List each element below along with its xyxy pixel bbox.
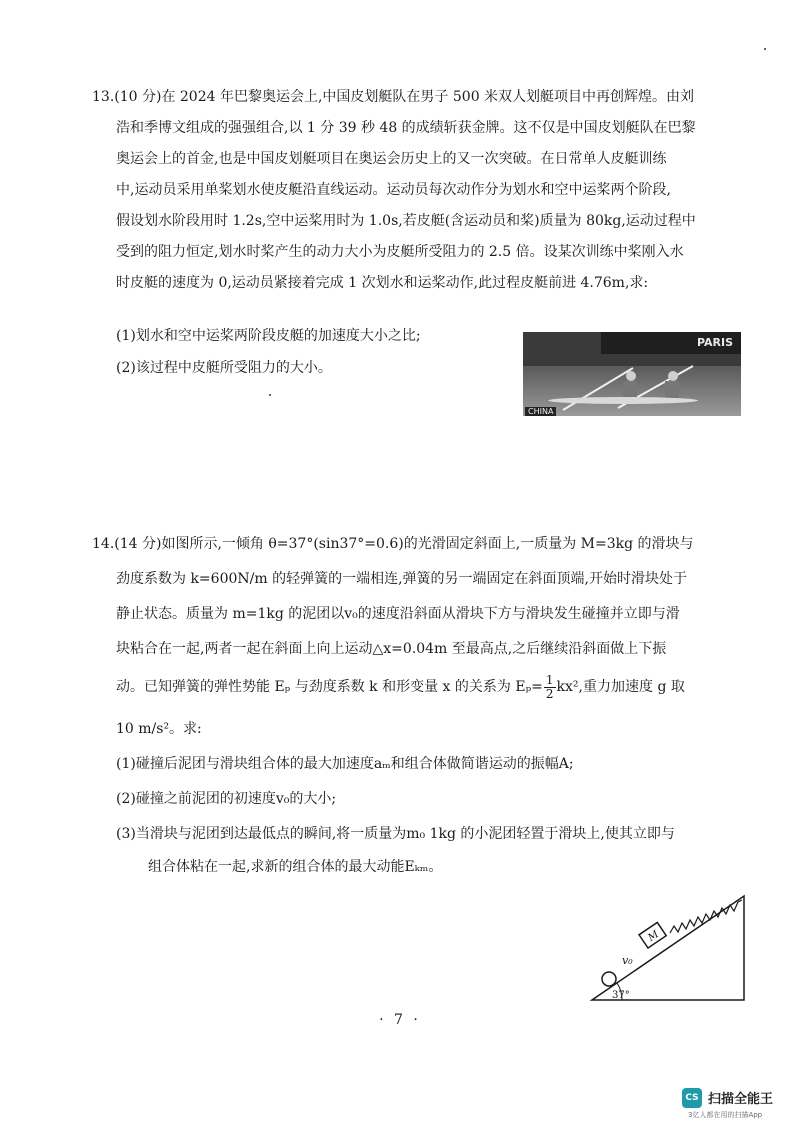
q14-sub-3-continued: 组合体粘在一起,求新的组合体的最大动能Eₖₘ。 bbox=[148, 859, 443, 875]
canoe-photo bbox=[523, 332, 741, 416]
photo-caption: CHINA bbox=[525, 407, 556, 416]
q14-line-5-text-end: kx²,重力加速度 g 取 bbox=[556, 679, 685, 695]
fraction-numerator: 1 bbox=[545, 672, 554, 687]
slider-block-group bbox=[639, 922, 666, 948]
q13-line-3: 奥运会上的首金,也是中国皮划艇项目在奥运会历史上的又一次突破。在日常单人皮艇训练 bbox=[116, 151, 667, 167]
page-number: · 7 · bbox=[379, 1012, 421, 1028]
mud-ball bbox=[602, 972, 616, 986]
q14-sub-3: (3)当滑块与泥团到达最低点的瞬间,将一质量为m₀ 1kg 的小泥团轻置于滑块上,使其立即与 bbox=[116, 826, 675, 842]
q14-line-6: 10 m/s²。求: bbox=[116, 721, 202, 737]
camscanner-watermark bbox=[682, 1086, 786, 1120]
q14-sub-1: (1)碰撞后泥团与滑块组合体的最大加速度aₘ和组合体做简谐运动的振幅A; bbox=[116, 756, 574, 772]
half-fraction bbox=[544, 674, 556, 701]
q13-line-1: 13.(10 分)在 2024 年巴黎奥运会上,中国皮划艇队在男子 500 米双人划艇项目中再创辉煌。由刘 bbox=[92, 89, 695, 105]
fraction-denominator: 2 bbox=[545, 686, 554, 701]
q14-sub-2: (2)碰撞之前泥团的初速度v₀的大小; bbox=[116, 791, 337, 807]
scan-dot bbox=[269, 394, 271, 396]
q13-line-4: 中,运动员采用单桨划水使皮艇沿直线运动。运动员每次动作分为划水和空中运桨两个阶段, bbox=[116, 182, 671, 198]
q13-sub-1: (1)划水和空中运桨两阶段皮艇的加速度大小之比; bbox=[116, 328, 421, 344]
q14-line-3: 静止状态。质量为 m=1kg 的泥团以v₀的速度沿斜面从滑块下方与滑块发生碰撞并立即与滑 bbox=[116, 606, 680, 622]
q14-line-4: 块粘合在一起,两者一起在斜面上向上运动△x=0.04m 至最高点,之后继续沿斜面做上下振 bbox=[116, 641, 667, 657]
q13-sub-2: (2)该过程中皮艇所受阻力的大小。 bbox=[116, 360, 332, 376]
q13-line-2: 浩和季博文组成的强强组合,以 1 分 39 秒 48 的成绩斩获金牌。这不仅是中国皮划艇队在巴黎 bbox=[116, 120, 696, 136]
paddler-1-head bbox=[626, 371, 636, 381]
block-label: M bbox=[646, 928, 661, 944]
app-tagline: 3亿人都在用的扫描App bbox=[688, 1111, 763, 1119]
q14-line-5-text: 动。已知弹簧的弹性势能 Eₚ 与劲度系数 k 和形变量 x 的关系为 Eₚ= bbox=[116, 679, 543, 695]
cs-logo-icon: CS bbox=[682, 1088, 702, 1108]
scan-dot bbox=[764, 48, 766, 50]
canoe-hull bbox=[548, 397, 698, 404]
paddler-2-body bbox=[665, 381, 679, 399]
q13-line-6: 受到的阻力恒定,划水时桨产生的动力大小为皮艇所受阻力的 2.5 倍。设某次训练中桨刚入水 bbox=[116, 244, 684, 260]
q14-line-2: 劲度系数为 k=600N/m 的轻弹簧的一端相连,弹簧的另一端固定在斜面顶端,开始时滑块处于 bbox=[116, 571, 687, 587]
q14-line-1: 14.(14 分)如图所示,一倾角 θ=37°(sin37°=0.6)的光滑固定斜面上,一质量为 M=3kg 的滑块与 bbox=[92, 536, 694, 552]
velocity-label: v₀ bbox=[622, 954, 633, 967]
incline-triangle bbox=[592, 896, 744, 1000]
angle-label: 37° bbox=[612, 990, 630, 1001]
q13-line-7: 时皮艇的速度为 0,运动员紧接着完成 1 次划水和运桨动作,此过程皮艇前进 4.76m,求: bbox=[116, 275, 649, 291]
paddler-2-head bbox=[668, 371, 678, 381]
q14-line-5 bbox=[116, 672, 776, 703]
photo-banner: PARIS bbox=[601, 332, 741, 354]
q13-line-5: 假设划水阶段用时 1.2s,空中运桨用时为 1.0s,若皮艇(含运动员和桨)质量为 80kg,运动过程中 bbox=[116, 213, 696, 229]
app-name: 扫描全能王 bbox=[708, 1092, 774, 1107]
incline-figure bbox=[582, 888, 752, 1008]
